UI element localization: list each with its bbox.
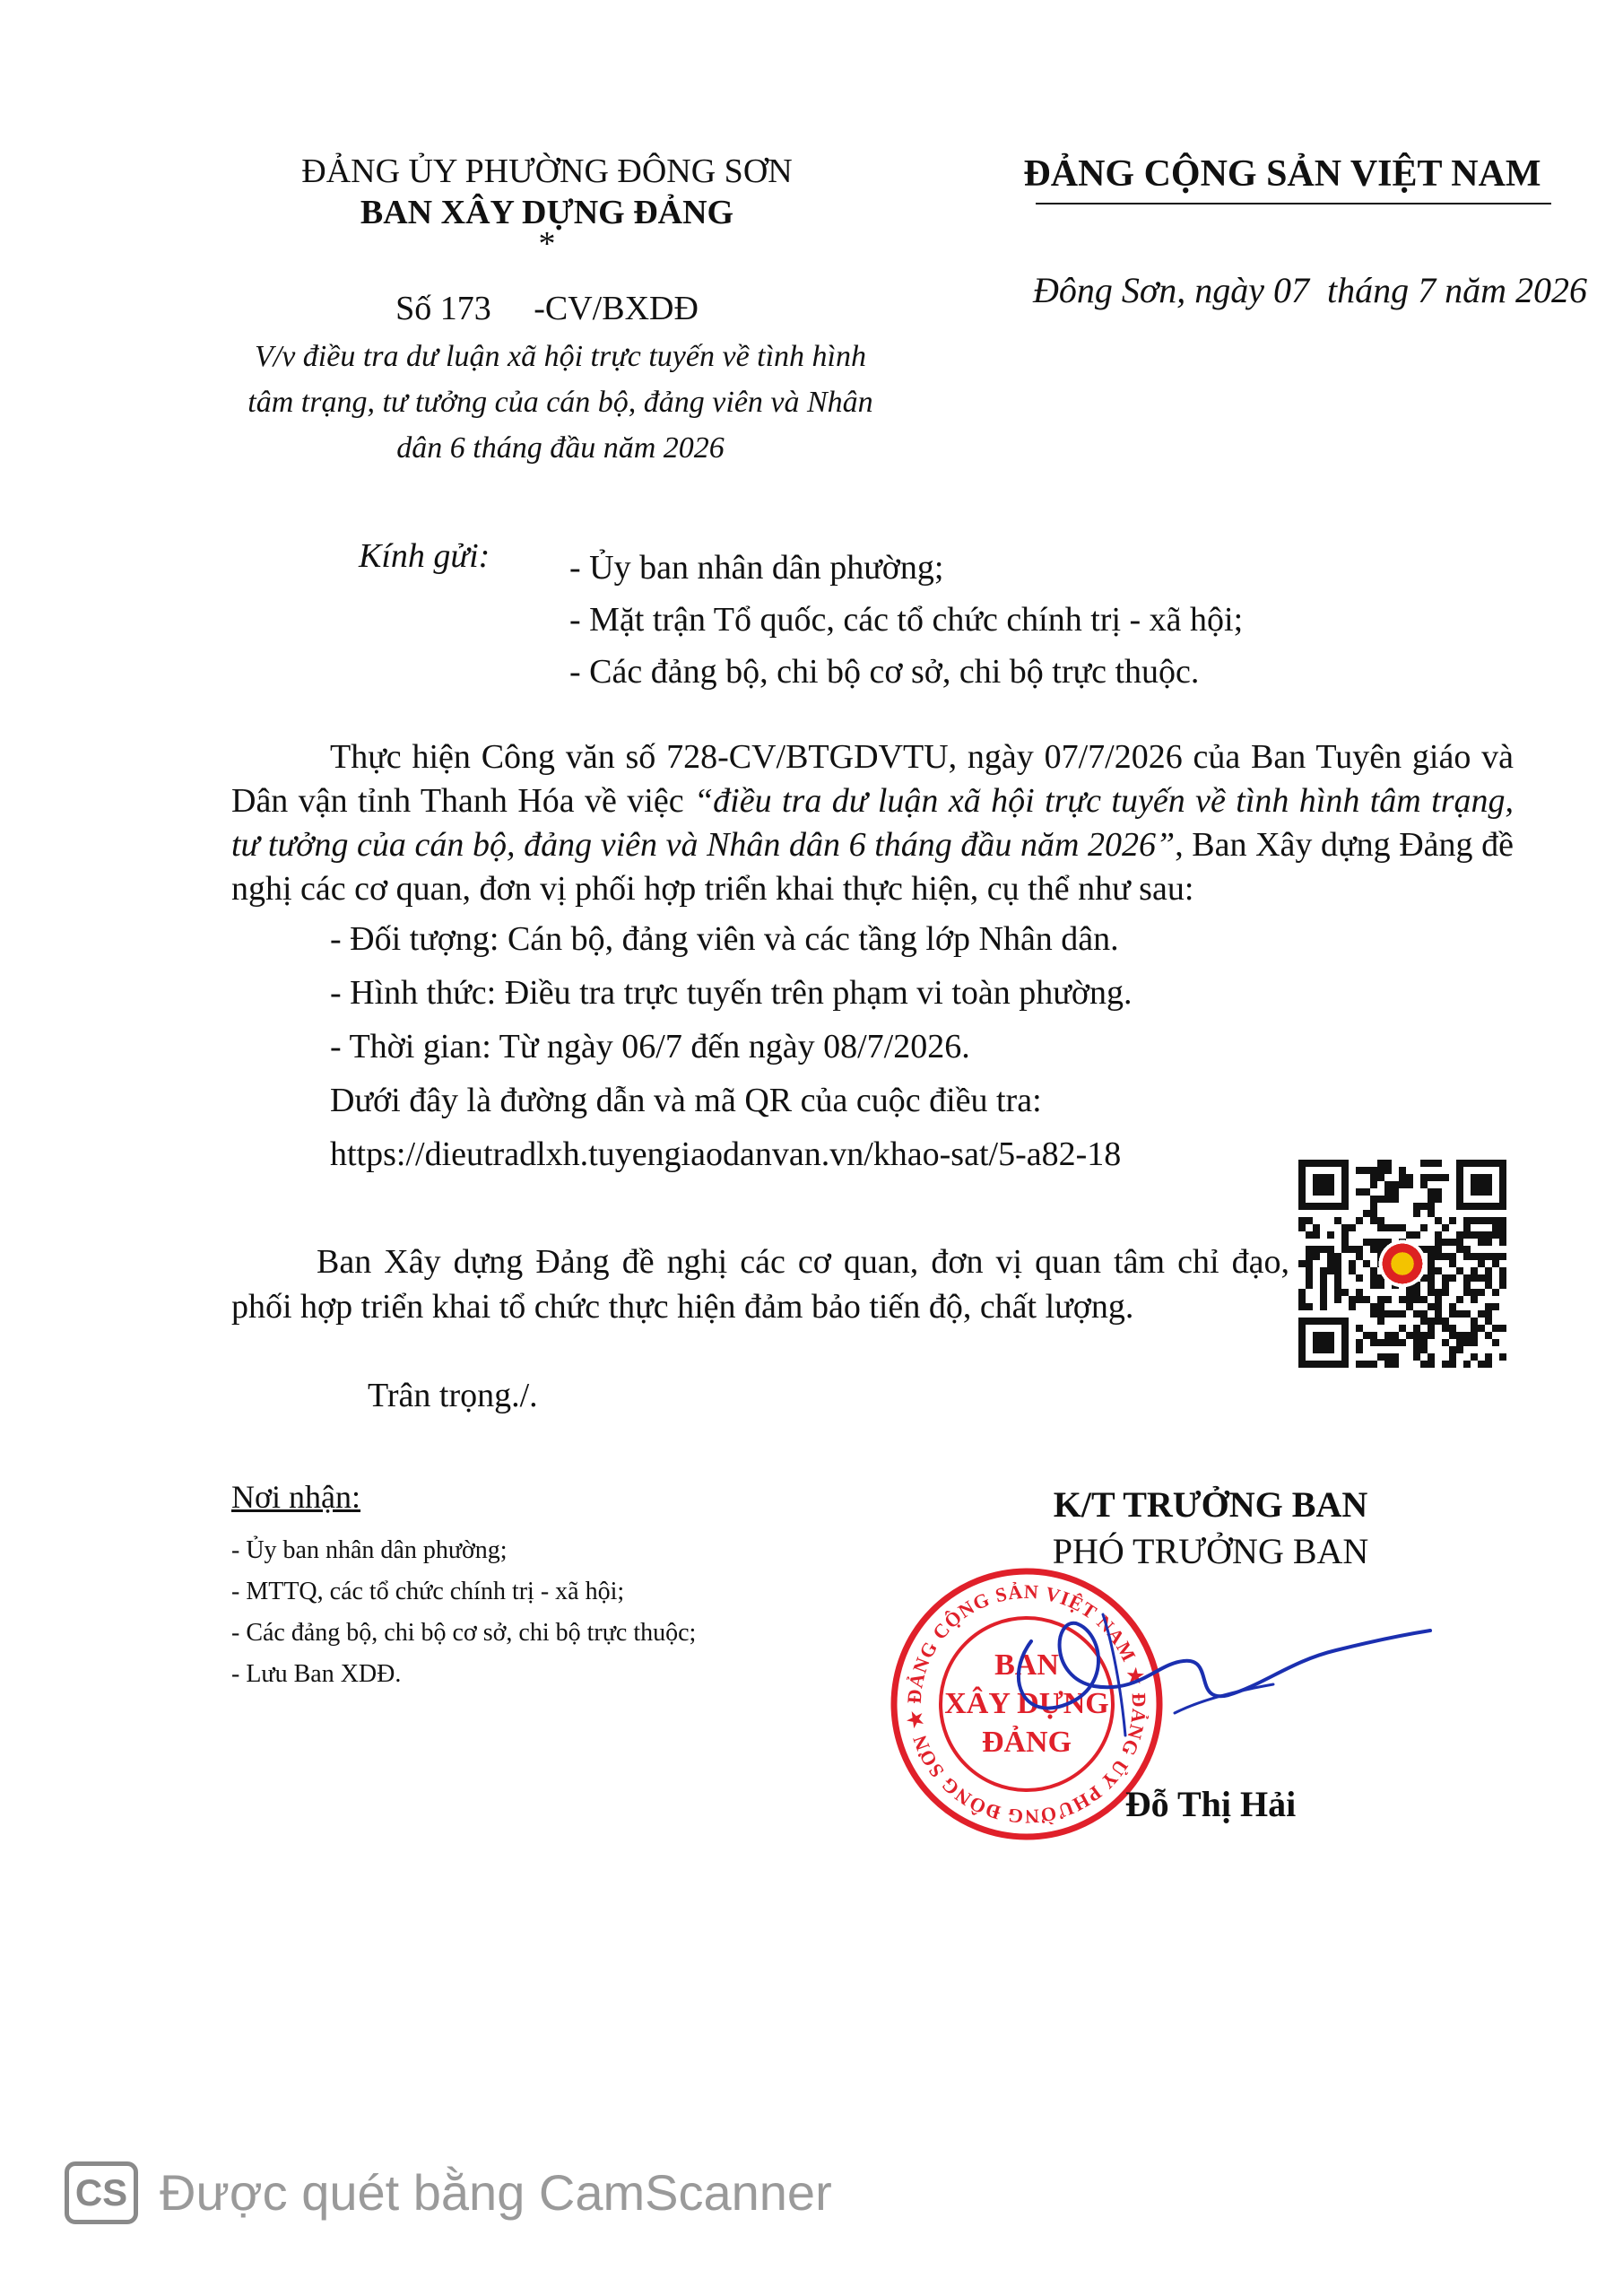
intro-rest: , Ban Xây dựng Đảng đề nghị các cơ quan, đơn vị phối hợp triển khai thực hiện, cụ thể như sau:	[231, 826, 1515, 908]
document-subject: V/v điều tra dư luận xã hội trực tuyến về tình hình tâm trạng, tư tưởng của cán bộ, đảng viên và Nhân dân 6 tháng đầu năm 2026	[247, 340, 873, 465]
camscanner-logo-icon: CS	[65, 2161, 138, 2224]
intro-text: Thực hiện Công văn số 728-CV/BTGDVTU, ngày 07/7/2026 của Ban Tuyên giáo và Dân vận tỉnh Thanh Hóa về việc	[231, 738, 1514, 820]
stamp-center-line3: ĐẢNG	[981, 1726, 1072, 1759]
body-item: - Hình thức: Điều tra trực tuyến trên phạm vi toàn phường.	[330, 974, 1133, 1012]
recipients-label: Kính gửi:	[359, 537, 490, 575]
distribution-item: - Lưu Ban XDĐ.	[231, 1660, 402, 1688]
intro-quoted-title: “điều tra dư luận xã hội trực tuyến về tình hình tâm trạng, tư tưởng của cán bộ, đảng viên và Nhân dân 6 tháng đầu năm 2026”	[231, 782, 1514, 864]
signature-block	[897, 1482, 1524, 1575]
distribution-item: - MTTQ, các tổ chức chính trị - xã hội;	[231, 1578, 625, 1605]
closing-text: Ban Xây dựng Đảng đề nghị các cơ quan, đơn vị quan tâm chỉ đạo, phối hợp triển khai tổ chức thực hiện đảm bảo tiến độ, chất lượng.	[231, 1243, 1289, 1326]
survey-qr-code	[1298, 1160, 1506, 1368]
place-date: Đông Sơn, ngày 07 tháng 7 năm 2026	[1033, 270, 1587, 310]
survey-link[interactable]: https://dieutradlxh.tuyengiaodanvan.vn/khao-sat/5-a82-18	[330, 1135, 1122, 1173]
separator-star: *	[538, 225, 556, 263]
body-item: - Thời gian: Từ ngày 06/7 đến ngày 08/7/2026.	[330, 1028, 970, 1065]
document-number: Số 173 -CV/BXDĐ	[395, 290, 699, 327]
issuing-organization	[224, 151, 870, 263]
intro-paragraph	[231, 735, 1514, 911]
regards: Trân trọng./.	[368, 1377, 538, 1414]
body-item: - Đối tượng: Cán bộ, đảng viên và các tầng lớp Nhân dân.	[330, 920, 1119, 958]
distribution-list	[231, 1530, 696, 1695]
signature-authority: K/T TRƯỞNG BAN	[1053, 1484, 1368, 1525]
camscanner-text: Được quét bằng CamScanner	[160, 2164, 832, 2221]
distribution-title-text: Nơi nhận	[231, 1479, 352, 1515]
stamp-center-line2: XÂY DỰNG	[944, 1687, 1109, 1720]
distribution-title	[231, 1478, 360, 1516]
recipients-list	[569, 542, 1243, 698]
document-body	[231, 735, 1514, 1180]
closing-paragraph	[231, 1239, 1289, 1329]
stamp-center-line1: BAN	[994, 1648, 1059, 1682]
signature-position: PHÓ TRƯỞNG BAN	[1052, 1531, 1369, 1571]
recipient-item: - Ủy ban nhân dân phường;	[569, 549, 944, 587]
stamp-ring-text: ĐẢNG CỘNG SẢN VIỆT NAM ★ ĐẢNG ỦY PHƯỜNG ĐÔNG SƠN ★	[902, 1579, 1151, 1829]
organization-name: BAN XÂY DỰNG ĐẢNG	[360, 194, 734, 231]
recipient-item: - Các đảng bộ, chi bộ cơ sở, chi bộ trực thuộc.	[569, 653, 1200, 691]
parent-organization: ĐẢNG ỦY PHƯỜNG ĐÔNG SƠN	[301, 152, 793, 190]
national-header	[977, 151, 1587, 197]
national-title: ĐẢNG CỘNG SẢN VIỆT NAM	[1023, 153, 1541, 195]
body-item: Dưới đây là đường dẫn và mã QR của cuộc điều tra:	[330, 1082, 1042, 1119]
recipient-item: - Mặt trận Tổ quốc, các tổ chức chính trị - xã hội;	[569, 601, 1244, 639]
title-underline	[1036, 203, 1551, 204]
distribution-item: - Ủy ban nhân dân phường;	[231, 1536, 508, 1564]
distribution-item: - Các đảng bộ, chi bộ cơ sở, chi bộ trực thuộc;	[231, 1619, 697, 1647]
handwritten-signature	[968, 1578, 1435, 1758]
signer-name: Đỗ Thị Hải	[1124, 1784, 1297, 1824]
distribution-colon: :	[352, 1479, 361, 1515]
